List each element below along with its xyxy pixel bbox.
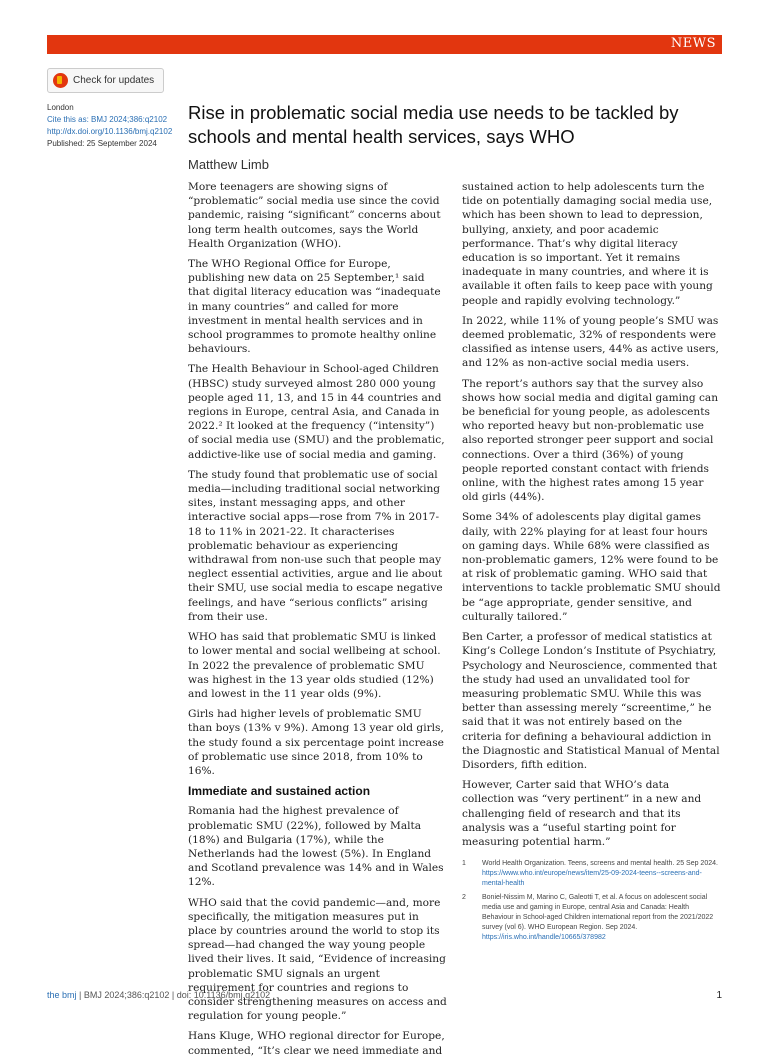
column-right <box>462 180 722 947</box>
reference-item <box>462 893 722 943</box>
paragraph: Ben Carter, a professor of medical statistics at King’s College London’s Institute of Psychiatry, Psychology and Neuroscience, commented that the study had used an unvalidated tool for measuring problematic SMU. While this was better than assessing merely “screentime,” he said that it was not entirely based on the criteria for defining a behavioural addiction in the Diagnostic and Statistical Manual of Mental Disorders, fifth edition. <box>462 631 720 771</box>
author: Matthew Limb <box>188 157 269 172</box>
reference-number: 1 <box>462 860 466 868</box>
footer-citation: | BMJ 2024;386:q2102 | doi: 10.1136/bmj.q2102 <box>79 990 271 1000</box>
subheading: Immediate and sustained action <box>188 784 371 799</box>
reference-link[interactable]: https://www.who.int/europe/news/item/25-09-2024-teens--screens-and-mental-health <box>482 870 702 888</box>
paragraph: The report’s authors say that the survey also shows how social media and digital gaming can be beneficial for young people, as adolescents who reported heavy but non-problematic use also reported stronger peer support and social connections. Over a third (36%) of young people reported constant contact with friends online, with the highest rates among 15 year old girls (44%). <box>462 377 719 504</box>
paragraph: More teenagers are showing signs of “problematic” social media use since the covid pandemic, raising “significant” concerns about long term health outcomes, says the World Health Organization (WHO). <box>188 181 441 250</box>
paragraph: WHO has said that problematic SMU is linked to lower mental and social wellbeing at school. In 2022 the prevalence of problematic SMU was highest in the 13 year olds studied (12%) and lowest in the 11 year olds (9%). <box>188 631 441 700</box>
page-footer <box>47 990 722 1000</box>
paragraph: However, Carter said that WHO’s data collection was “very pertinent” in a new and challenging field of research and that its analysis was a “useful starting point for measuring potential harm.” <box>462 779 702 848</box>
paragraph: sustained action to help adolescents turn the tide on potentially damaging social media use, which has been shown to lead to depression, bullying, anxiety, and poor academic performance. That’s why digital literacy education is so important. Yet it remains inadequate in many countries, and where it is available it often fails to keep pace with young people and rapidly evolving technology.” <box>462 181 713 307</box>
bookmark-icon <box>53 73 68 88</box>
page-number: 1 <box>716 990 722 1001</box>
check-for-updates-button[interactable] <box>47 68 164 93</box>
published-date: Published: 25 September 2024 <box>47 139 157 148</box>
journal-brand: the bmj <box>47 990 77 1000</box>
doi-link[interactable]: http://dx.doi.org/10.1136/bmj.q2102 <box>47 127 173 136</box>
paragraph: Some 34% of adolescents play digital games daily, with 22% playing for at least four hours on gaming days. While 68% were classified as non-problematic gamers, 12% were found to be at risk of problematic gaming. WHO said that interventions to tackle problematic SMU should be “age appropriate, gender sensitive, and culturally tailored.” <box>462 511 721 623</box>
section-bar <box>47 35 722 54</box>
location: London <box>47 103 74 112</box>
check-for-updates-label: Check for updates <box>73 75 155 86</box>
cite-label: Cite this as: <box>47 115 89 124</box>
section-label: NEWS <box>670 36 716 51</box>
reference-number: 2 <box>462 894 466 902</box>
article-title: Rise in problematic social media use needs to be tackled by schools and mental health services, says WHO <box>188 102 679 147</box>
cite-line <box>47 114 177 126</box>
reference-body <box>482 893 722 943</box>
paragraph: Romania had the highest prevalence of problematic SMU (22%), followed by Malta (18%) and Bulgaria (17%), while the Netherlands had the lowest (5%). In England and Scotland prevalence was 14% and in Wales 12%. <box>188 805 444 889</box>
paragraph: Girls had higher levels of problematic SMU than boys (13% v 9%). Among 13 year old girls, the study found a six percentage point increase of problematic use since 2018, from 10% to 16%. <box>188 708 444 777</box>
column-left <box>188 180 448 1064</box>
reference-item <box>462 859 722 889</box>
reference-text: Boniel-Nissim M, Marino C, Galeotti T, et al. A focus on adolescent social media use and gaming in Europe, central Asia and Canada: Health Behaviour in School-aged Children international report from the 2021/2022 survey (vol 6). WHO European Region. Sep 2024. <box>482 894 714 932</box>
paragraph: In 2022, while 11% of young people’s SMU was deemed problematic, 32% of respondents were classified as intense users, 44% as active users, and 12% as non-active social media users. <box>462 314 719 370</box>
reference-link[interactable]: https://iris.who.int/handle/10665/378982 <box>482 934 606 942</box>
paragraph: The WHO Regional Office for Europe, publishing new data on 25 September,¹ said that digital literacy education was “inadequate in many countries” and called for more investment in mental health services and in school programmes to promote healthy online behaviours. <box>188 258 441 356</box>
paragraph: WHO said that the covid pandemic—and, more specifically, the mitigation measures put in place by countries around the world to stop its spread—had changed the way young people lived their lives. It said, “Evidence of increasing problematic SMU signals an urgent requirement for countries and regions to consider strengthening measures on access and regulation for young people.” <box>188 896 447 1023</box>
cite-value: BMJ 2024;386:q2102 <box>91 115 168 124</box>
paragraph: Hans Kluge, WHO regional director for Europe, commented, “It’s clear we need immediate and <box>188 1030 445 1057</box>
paragraph: The Health Behaviour in School-aged Children (HBSC) study surveyed almost 280 000 young people aged 11, 13, and 15 in 44 countries and regions in Europe, central Asia, and Canada in 2022.² It looked at the frequency (“intensity”) of social media use (SMU) and the problematic, addictive-like use of social media and gaming. <box>188 363 445 461</box>
references <box>462 859 722 943</box>
article-meta <box>47 102 177 150</box>
paragraph: The study found that problematic use of social media—including traditional social networking sites, instant messaging apps, and other interactive social apps—rose from 7% in 2017-18 to 11% in 2021-22. It characterises problematic behaviour as experiencing withdrawal from non-use such that people may neglect essential activities, argue and lie about their SMU, use social media to escape negative feelings, and have “serious conflicts” arising from their use. <box>188 468 443 623</box>
reference-body <box>482 859 722 889</box>
reference-text: World Health Organization. Teens, screens and mental health. 25 Sep 2024. <box>482 860 718 868</box>
